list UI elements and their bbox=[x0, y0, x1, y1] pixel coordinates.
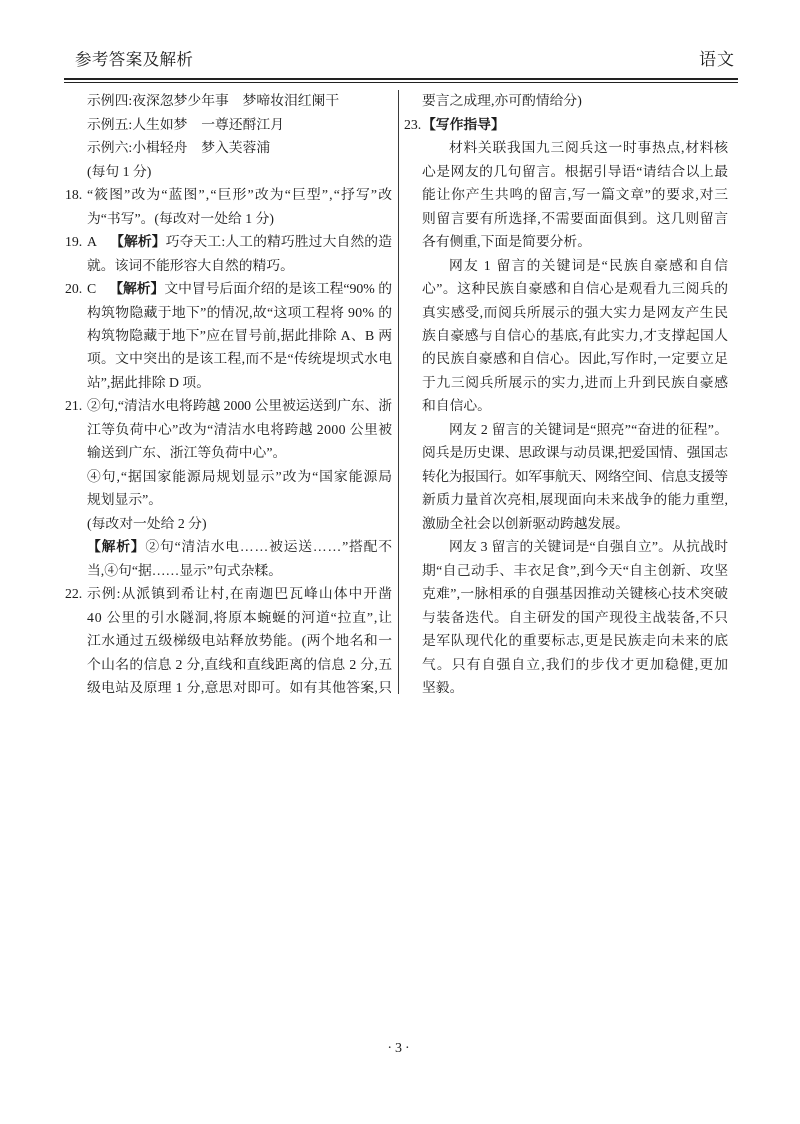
line-text: 示例:从派镇到希让村,在南迦巴瓦峰山体中开凿 bbox=[87, 586, 394, 602]
line-text: 坚毅。 bbox=[422, 680, 464, 696]
question-number: 19. bbox=[65, 234, 83, 250]
q23-heading-line bbox=[404, 113, 728, 136]
q22-continued-line bbox=[422, 89, 728, 112]
q23-paragraph-1-line bbox=[422, 160, 728, 183]
q20-line bbox=[87, 324, 392, 347]
line-text bbox=[87, 535, 393, 558]
q23-paragraph-1-line bbox=[422, 183, 728, 206]
line-text: 与装备迭代。自主研发的国产现役主战装备,不只 bbox=[422, 609, 729, 625]
line-text: 就。该词不能形容大自然的精巧。 bbox=[87, 257, 294, 273]
line-text bbox=[87, 230, 392, 253]
line-text: 能让你产生共鸣的留言,写一篇文章”的要求,对三 bbox=[422, 187, 729, 203]
line-text: (每句 1 分) bbox=[87, 163, 152, 179]
q20-line bbox=[87, 371, 392, 394]
line-text: 级电站及原理 1 分,意思对即可。如有其他答案,只 bbox=[87, 680, 393, 696]
line-text: 克难”,一脉相承的自强基因推动关键核心技术突破 bbox=[422, 586, 729, 602]
question-number: 20. bbox=[65, 281, 83, 297]
line-text: 为“书写”。(每改对一处给 1 分) bbox=[87, 210, 274, 226]
line-text: 于九三阅兵所展示的实力,进而上升到民族自豪感 bbox=[422, 374, 729, 390]
line-text: 的民族自豪感和自信心。因此,写作时,一定要立足 bbox=[422, 351, 729, 367]
q23-paragraph-2-line bbox=[422, 301, 728, 324]
q23-paragraph-3-line bbox=[422, 488, 728, 511]
line-text: 构筑物隐藏于地下”的情况,故“这项工程将 90% 的 bbox=[87, 304, 393, 320]
answer-choice: A bbox=[87, 234, 98, 250]
q21-line bbox=[87, 441, 392, 464]
q18-line bbox=[65, 183, 394, 206]
q23-paragraph-4-line bbox=[422, 676, 728, 699]
line-text: 个山名的信息 2 分,直线和直线距离的信息 2 分,五 bbox=[87, 656, 393, 672]
q23-paragraph-4-line bbox=[422, 559, 728, 582]
column-divider bbox=[398, 90, 399, 694]
q20-line bbox=[87, 301, 392, 324]
line-text: 激励全社会以创新驱动跨越发展。 bbox=[422, 515, 629, 531]
q21-line bbox=[65, 394, 392, 417]
q23-paragraph-1-line bbox=[422, 230, 728, 253]
q17-example-line bbox=[87, 89, 392, 112]
line-text: 规划显示”。 bbox=[87, 492, 163, 508]
header-rule bbox=[64, 78, 738, 80]
q20-line bbox=[87, 347, 392, 370]
q22-line bbox=[87, 676, 392, 699]
q21-analysis-line bbox=[87, 535, 392, 558]
line-text: 心”。这种民族自豪感和自信心是观看九三阅兵的 bbox=[422, 281, 729, 297]
q22-line bbox=[87, 629, 392, 652]
line-text: 和自信心。 bbox=[422, 398, 491, 414]
question-number: 21. bbox=[65, 398, 83, 414]
q22-line bbox=[87, 606, 392, 629]
page-number: ·3· bbox=[387, 1041, 413, 1056]
line-text: 示例六:小楫轻舟 梦入芙蓉浦 bbox=[87, 140, 271, 156]
analysis-label: 【解析】 bbox=[87, 539, 146, 555]
question-number: 22. bbox=[65, 586, 83, 602]
right-column bbox=[404, 89, 730, 699]
q23-paragraph-1-line bbox=[422, 136, 728, 159]
question-number: 23. bbox=[404, 116, 422, 132]
line-text: 示例五:人生如梦 一尊还酹江月 bbox=[87, 116, 284, 132]
line-text: 要言之成理,亦可酌情给分) bbox=[422, 93, 582, 109]
q23-paragraph-3-line bbox=[422, 465, 728, 488]
line-text: 期“自己动手、丰衣足食”,到今天“自主创新、攻坚 bbox=[422, 562, 729, 578]
q23-paragraph-2-line bbox=[422, 347, 728, 370]
line-text: 网友 1 留言的关键词是“民族自豪感和自信 bbox=[449, 257, 730, 273]
q19-line bbox=[65, 230, 393, 253]
line-text: 材料关联我国九三阅兵这一时事热点,材料核 bbox=[449, 140, 729, 156]
q22-line bbox=[87, 653, 392, 676]
line-text: 示例四:夜深忽梦少年事 梦啼妆泪红阑干 bbox=[87, 93, 340, 109]
line-text: 是军队现代化的重要标志,更是民族走向未来的底 bbox=[422, 633, 729, 649]
q23-paragraph-4-line bbox=[422, 606, 728, 629]
q19-line bbox=[87, 254, 392, 277]
analysis-label: 【解析】 bbox=[110, 234, 166, 250]
line-text: (每改对一处给 2 分) bbox=[87, 515, 207, 531]
q23-paragraph-3-line bbox=[422, 418, 728, 441]
q23-paragraph-3-line bbox=[422, 441, 728, 464]
q23-paragraph-2-line bbox=[422, 277, 728, 300]
analysis-text: 巧夺天工:人工的精巧胜过大自然的造 bbox=[165, 234, 393, 250]
q21-analysis-line bbox=[87, 559, 392, 582]
q21-line bbox=[87, 488, 392, 511]
header-rule-thin bbox=[64, 82, 738, 83]
line-text: 族自豪感与自信心的基底,有此实力,才支撑起国人 bbox=[422, 327, 729, 343]
line-text: 输送到广东、浙江等负荷中心”。 bbox=[87, 445, 287, 461]
line-text bbox=[87, 277, 392, 300]
q23-paragraph-1-line bbox=[422, 207, 728, 230]
q18-line bbox=[87, 207, 392, 230]
analysis-text: 文中冒号后面介绍的是该工程“90% 的 bbox=[164, 281, 392, 297]
answer-choice: C bbox=[87, 281, 97, 297]
question-number: 18. bbox=[65, 187, 83, 203]
left-column bbox=[65, 89, 394, 699]
q21-line bbox=[87, 418, 392, 441]
line-text: 网友 3 留言的关键词是“自强自立”。从抗战时 bbox=[449, 539, 729, 555]
line-text: 气。只有自强自立,我们的步伐才更加稳健,更加 bbox=[422, 656, 730, 672]
line-text: “筱图”改为“蓝图”,“巨形”改为“巨型”,“抒写”改 bbox=[87, 187, 394, 203]
q21-line bbox=[87, 465, 392, 488]
line-text: 40 公里的引水隧洞,将原本蜿蜒的河道“拉直”,让 bbox=[87, 609, 393, 625]
q23-paragraph-2-line bbox=[422, 371, 728, 394]
line-text: 真实感受,而阅兵所展示的强大实力是网友产生民 bbox=[422, 304, 729, 320]
line-text: 项。文中突出的是该工程,而不是“传统堤坝式水电 bbox=[87, 351, 393, 367]
q21-score-note bbox=[87, 512, 392, 535]
line-text: ②句,“清洁水电将跨越 2000 公里被运送到广东、浙 bbox=[87, 398, 392, 414]
q23-paragraph-2-line bbox=[422, 254, 728, 277]
line-text: 新质力量首次亮相,展现面向未来战争的能力重塑, bbox=[422, 492, 729, 508]
q20-line bbox=[65, 277, 392, 300]
q23-paragraph-4-line bbox=[422, 535, 728, 558]
analysis-label: 【解析】 bbox=[109, 281, 165, 297]
line-text: 转化为报国行。如军事航天、网络空间、信息支援等 bbox=[422, 468, 728, 484]
q23-paragraph-4-line bbox=[422, 653, 728, 676]
q17-example-line bbox=[87, 136, 392, 159]
q23-paragraph-3-line bbox=[422, 512, 728, 535]
q23-paragraph-4-line bbox=[422, 582, 728, 605]
header-subject: 语文 bbox=[699, 50, 735, 69]
line-text: 当,④句“据……显示”句式杂糅。 bbox=[87, 562, 283, 578]
line-text: 江水通过五级梯级电站释放势能。(两个地名和一 bbox=[87, 633, 393, 649]
header-title: 参考答案及解析 bbox=[75, 50, 194, 69]
q17-score-note bbox=[87, 160, 392, 183]
line-text: 各有侧重,下面是简要分析。 bbox=[422, 234, 592, 250]
q23-paragraph-2-line bbox=[422, 324, 728, 347]
q23-paragraph-2-line bbox=[422, 394, 728, 417]
analysis-text: ②句“清洁水电……被运送……”搭配不 bbox=[145, 539, 393, 555]
line-text: 站”,据此排除 D 项。 bbox=[87, 374, 211, 390]
line-text: 心是网友的几句留言。根据引导语“请结合以上最 bbox=[422, 163, 729, 179]
line-text: 则留言要有所选择,不需要面面俱到。这几则留言 bbox=[422, 210, 729, 226]
line-text: 江等负荷中心”改为“清洁水电将跨越 2000 公里被 bbox=[87, 421, 393, 437]
line-text: ④句,“据国家能源局规划显示”改为“国家能源局 bbox=[87, 468, 393, 484]
q22-line bbox=[65, 582, 394, 605]
q23-paragraph-4-line bbox=[422, 629, 728, 652]
line-text: 阅兵是历史课、思政课与动员课,把爱国情、强国志 bbox=[422, 445, 728, 461]
q17-example-line bbox=[87, 113, 392, 136]
line-text: 网友 2 留言的关键词是“照亮”“奋进的征程”。 bbox=[449, 421, 729, 437]
writing-guide-heading: 【写作指导】 bbox=[422, 116, 505, 132]
line-text: 构筑物隐藏于地下”应在冒号前,据此排除 A、B 两 bbox=[87, 327, 393, 343]
